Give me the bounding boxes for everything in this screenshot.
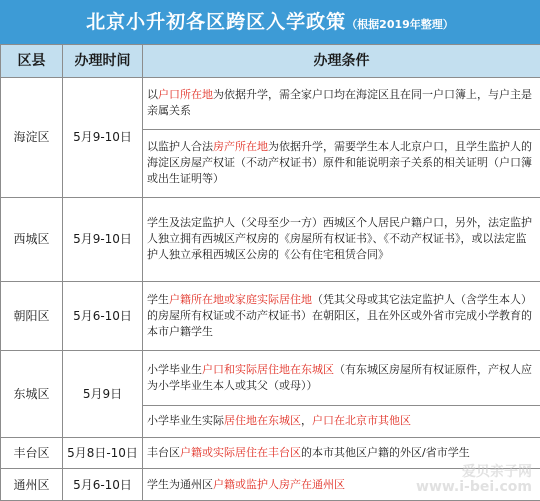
time-haidian: 5月9-10日 (63, 77, 143, 197)
table-row (1, 197, 540, 281)
district-chaoyang: 朝阳区 (1, 281, 63, 351)
condition-xicheng-1: 学生及法定监护人（父母至少一方）西城区个人居民户籍户口，另外，法定监护人独立拥有西城区产权房的《房屋所有权证书》、《不动产权证书》，或以法定监护人独立承租西城区公房的《公有住宅租赁合同》 (143, 197, 540, 281)
watermark-line2: www.i-bei.com (416, 479, 532, 495)
title-sub: （根据2019年整理） (346, 18, 454, 31)
time-fengtai: 5月8日-10日 (63, 437, 143, 469)
district-haidian: 海淀区 (1, 77, 63, 197)
district-tongzhou: 通州区 (1, 469, 63, 501)
table-row (1, 281, 540, 351)
header-district: 区县 (1, 45, 63, 78)
page-title (0, 0, 540, 44)
condition-chaoyang-1: 学生户籍所在地或家庭实际居住地（凭其父母或其它法定监护人（含学生本人）的房屋所有权证或不动产权证书）在朝阳区，且在外区或外省市完成小学教育的 本市户籍学生 (143, 281, 540, 351)
header-conditions: 办理条件 (143, 45, 540, 78)
table-row (1, 351, 540, 406)
table-row (1, 77, 540, 130)
condition-dongcheng-2: 小学毕业生实际居住地在东城区，户口在北京市其他区 (143, 406, 540, 438)
policy-table (0, 44, 540, 501)
district-xicheng: 西城区 (1, 197, 63, 281)
time-dongcheng: 5月9日 (63, 351, 143, 437)
header-time: 办理时间 (63, 45, 143, 78)
condition-fengtai-1: 丰台区户籍或实际居住在丰台区的本市其他区户籍的外区/省市学生 (143, 437, 540, 469)
watermark-line1: 爱贝亲子网 (462, 464, 532, 480)
condition-dongcheng-1: 小学毕业生户口和实际居住地在东城区（有东城区房屋所有权证原件，产权人应为小学毕业生本人或其父（或母）） (143, 351, 540, 406)
time-tongzhou: 5月6-10日 (63, 469, 143, 501)
time-xicheng: 5月9-10日 (63, 197, 143, 281)
header-row (1, 45, 540, 78)
district-dongcheng: 东城区 (1, 351, 63, 437)
time-chaoyang: 5月6-10日 (63, 281, 143, 351)
condition-tongzhou-1: 学生为通州区户籍或监护人房产在通州区 (143, 469, 540, 501)
title-main: 北京小升初各区跨区入学政策 (86, 11, 347, 33)
condition-haidian-1: 以户口所在地为依据升学，需全家户口均在海淀区且在同一户口簿上，与户主是亲属关系 (143, 77, 540, 130)
table-row (1, 437, 540, 469)
condition-haidian-2: 以监护人合法房产所在地为依据升学，需要学生本人北京户口，且学生监护人的海淀区房屋产权证（不动产权证书）原件和能说明亲子关系的相关证明（户口簿或出生证明等） (143, 130, 540, 197)
table-row (1, 469, 540, 501)
district-fengtai: 丰台区 (1, 437, 63, 469)
